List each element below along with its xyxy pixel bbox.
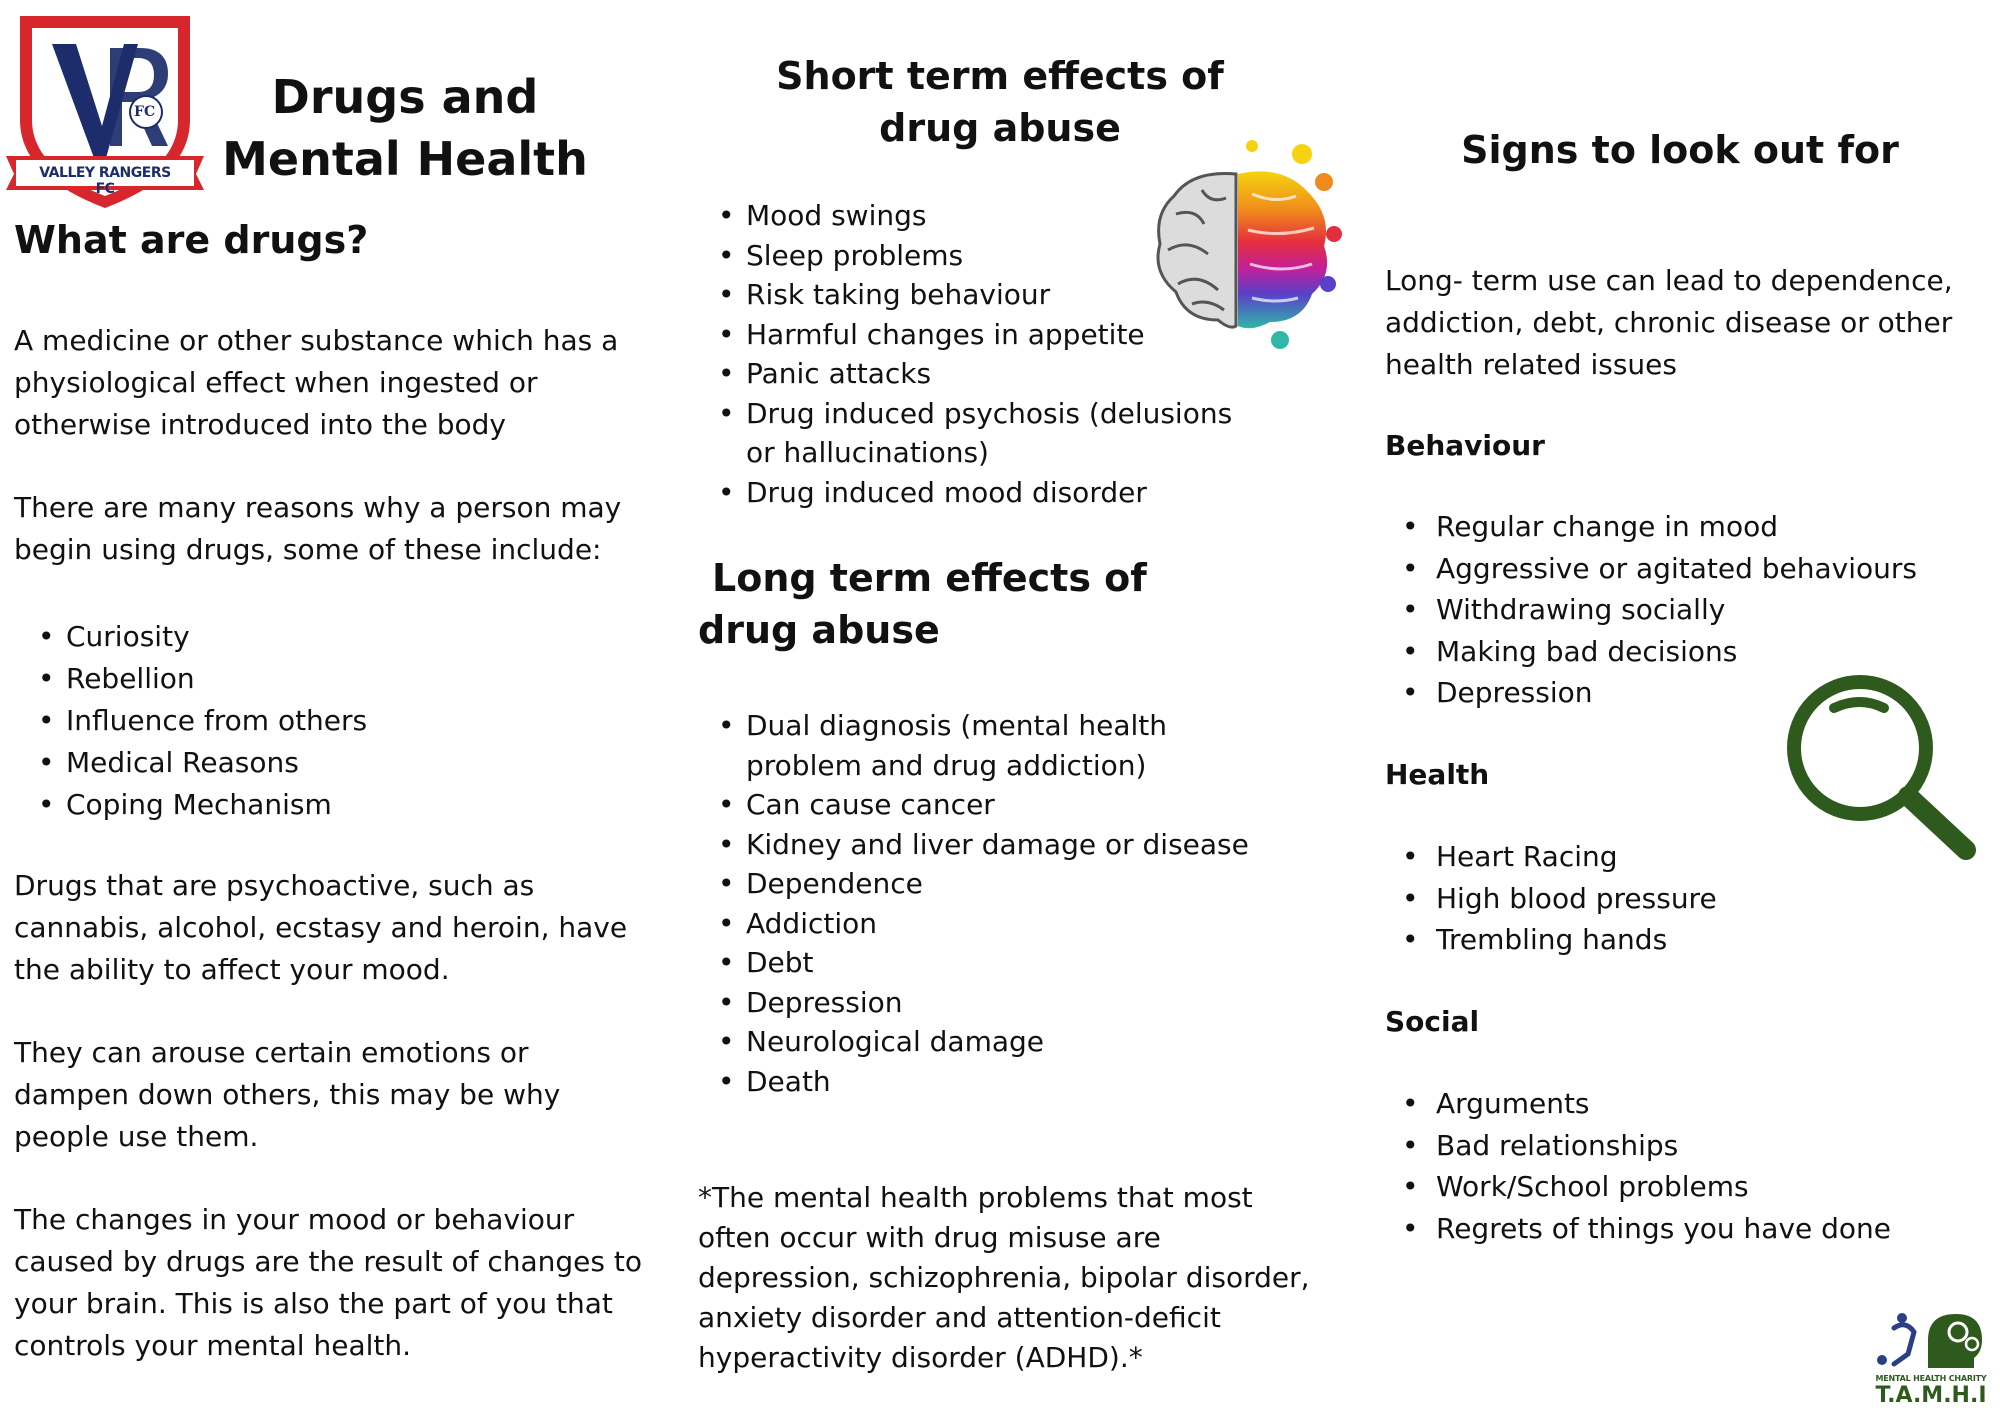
list-item: • Heart Racing xyxy=(1402,836,1962,878)
signs-heading: Signs to look out for xyxy=(1461,128,1899,172)
list-item: • Withdrawing socially xyxy=(1402,589,1962,631)
list-item: • Influence from others xyxy=(38,700,638,742)
reasons-intro: There are many reasons why a person may begin using drugs, some of these include: xyxy=(14,491,622,566)
mental-health-note: *The mental health problems that most often occur with drug misuse are depression, schizophrenia, bipolar disorder, anxiety disorder and attention-deficit hyperactivity disorder (ADHD).* xyxy=(698,1181,1310,1374)
list-item: • Medical Reasons xyxy=(38,742,638,784)
social-list xyxy=(1402,1083,1982,1249)
list-item: • Work/School problems xyxy=(1402,1166,1982,1208)
list-item: • Death xyxy=(718,1062,1278,1102)
social-label: Social xyxy=(1385,1005,1480,1038)
list-item: • High blood pressure xyxy=(1402,878,1962,920)
list-item: • Making bad decisions xyxy=(1402,631,1962,673)
long-term-list xyxy=(718,706,1278,1101)
list-item: • Risk taking behaviour xyxy=(718,275,1278,315)
behaviour-label: Behaviour xyxy=(1385,429,1545,462)
list-item: • Regrets of things you have done xyxy=(1402,1208,1982,1250)
health-label: Health xyxy=(1385,758,1490,791)
what-are-drugs-heading: What are drugs? xyxy=(14,218,369,262)
list-item: • Dual diagnosis (mental health problem and drug addiction) xyxy=(718,706,1258,785)
short-term-heading: Short term effects of drug abuse xyxy=(776,54,1224,150)
list-item: • Coping Mechanism xyxy=(38,784,638,826)
list-item: • Trembling hands xyxy=(1402,919,1962,961)
long-term-use-intro: Long- term use can lead to dependence, addiction, debt, chronic disease or other health related issues xyxy=(1385,264,1953,381)
brain-paragraph: The changes in your mood or behaviour caused by drugs are the result of changes to your brain. This is also the part of you that controls your mental health. xyxy=(14,1203,643,1362)
list-item: • Addiction xyxy=(718,904,1278,944)
drug-definition: A medicine or other substance which has a physiological effect when ingested or otherwise introduced into the body xyxy=(14,324,619,441)
club-logo xyxy=(6,8,204,212)
page-title: Drugs and Mental Health xyxy=(222,70,588,186)
list-item: • Depression xyxy=(1402,672,1962,714)
list-item: • Arguments xyxy=(1402,1083,1982,1125)
tamhi-logo xyxy=(1872,1310,1990,1406)
logo-fc: FC xyxy=(134,104,156,120)
list-item: • Bad relationships xyxy=(1402,1125,1982,1167)
list-item: • Sleep problems xyxy=(718,236,1278,276)
long-term-heading: Long term effects of drug abuse xyxy=(698,556,1147,652)
reasons-list xyxy=(38,616,638,826)
list-item: • Drug induced psychosis (delusions or hallucinations) xyxy=(718,394,1258,473)
list-item: • Rebellion xyxy=(38,658,638,700)
tamhi-caption: MENTAL HEALTH CHARITY xyxy=(1875,1374,1987,1383)
list-item: • Drug induced mood disorder xyxy=(718,473,1278,513)
psychoactive-paragraph: Drugs that are psychoactive, such as cannabis, alcohol, ecstasy and heroin, have the ability to affect your mood. xyxy=(14,869,628,986)
list-item: • Debt xyxy=(718,943,1278,983)
list-item: • Can cause cancer xyxy=(718,785,1278,825)
list-item: • Depression xyxy=(718,983,1278,1023)
list-item: • Mood swings xyxy=(718,196,1278,236)
list-item: • Panic attacks xyxy=(718,354,1278,394)
list-item: • Regular change in mood xyxy=(1402,506,1962,548)
emotions-paragraph: They can arouse certain emotions or dampen down others, this may be why people use them. xyxy=(14,1036,561,1153)
list-item: • Harmful changes in appetite xyxy=(718,315,1278,355)
list-item: • Aggressive or agitated behaviours xyxy=(1402,548,1962,590)
list-item: • Dependence xyxy=(718,864,1278,904)
health-list xyxy=(1402,836,1962,961)
short-term-list xyxy=(718,196,1278,512)
list-item: • Curiosity xyxy=(38,616,638,658)
logo-banner: VALLEY RANGERS FC xyxy=(39,165,171,197)
list-item: • Kidney and liver damage or disease xyxy=(718,825,1278,865)
tamhi-name: T.A.M.H.I xyxy=(1875,1383,1987,1408)
list-item: • Neurological damage xyxy=(718,1022,1278,1062)
